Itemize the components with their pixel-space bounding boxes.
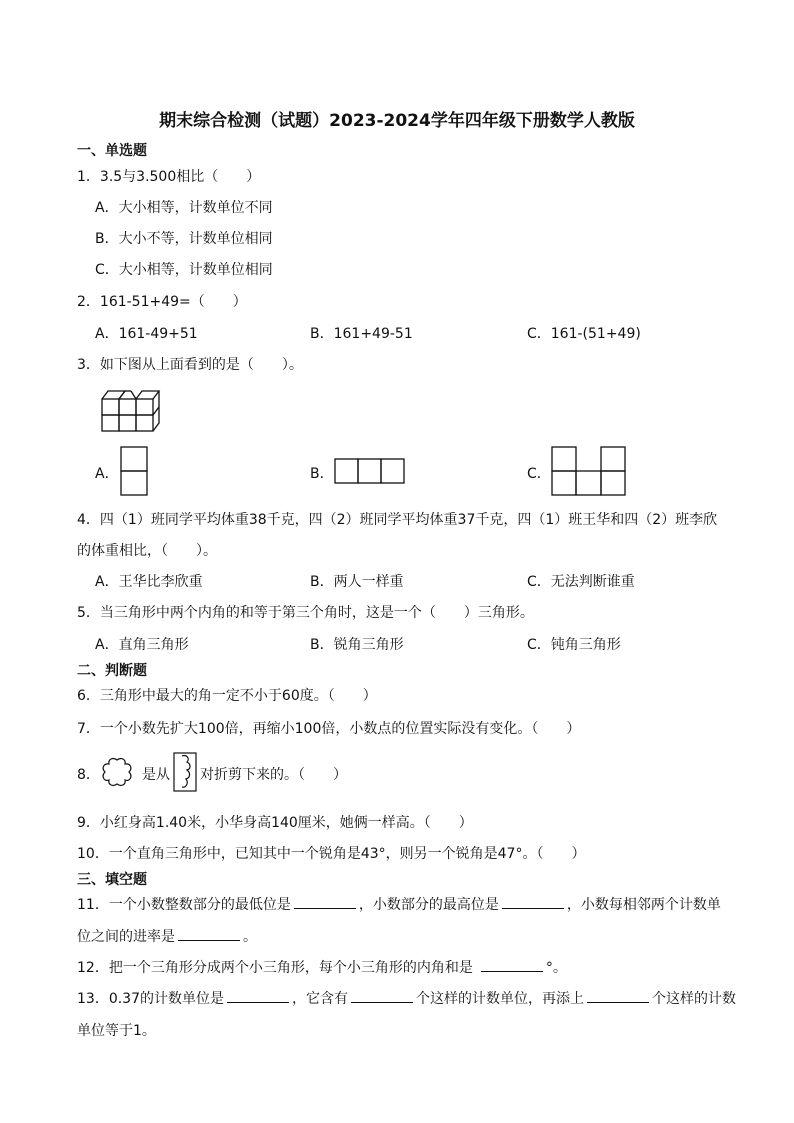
question-5-stem: 5．当三角形中两个内角的和等于第三个角时，这是一个（ ）三角形。 <box>77 605 534 621</box>
question-4-option-a[interactable]: A．王华比李欣重 <box>95 574 203 590</box>
question-8-number: 8． <box>77 767 100 783</box>
question-5-option-b[interactable]: B．锐角三角形 <box>310 637 404 653</box>
answer-blank[interactable] <box>227 990 289 1003</box>
question-4-stem-line-1: 4．四（1）班同学平均体重38千克，四（2）班同学平均体重37千克，四（1）班王华和四（2）班李欣 <box>77 512 718 528</box>
question-3-option-c[interactable]: C． <box>527 466 551 482</box>
question-6: 6．三角形中最大的角一定不小于60度。（ ） <box>77 688 377 704</box>
question-13-part-1: 13．0.37的计数单位是 <box>77 991 224 1007</box>
question-10: 10．一个直角三角形中，已知其中一个锐角是43°，则另一个锐角是47°。（ ） <box>77 846 586 862</box>
question-3-stem: 3．如下图从上面看到的是（ ）。 <box>77 357 303 373</box>
question-2-option-b[interactable]: B．161+49-51 <box>310 326 413 342</box>
section-heading-fill-in: 三、填空题 <box>77 872 147 888</box>
question-7: 7．一个小数先扩大100倍，再缩小100倍，小数点的位置实际没有变化。（ ） <box>77 721 581 737</box>
question-1-option-b[interactable]: B．大小不等，计数单位相同 <box>95 231 273 247</box>
question-5-option-c[interactable]: C．钝角三角形 <box>527 637 621 653</box>
question-11-part-2: ，小数部分的最高位是 <box>358 897 499 913</box>
question-5-option-a[interactable]: A．直角三角形 <box>95 637 189 653</box>
question-12-end: °。 <box>545 960 567 976</box>
question-11-part-1: 11．一个小数整数部分的最低位是 <box>77 897 291 913</box>
question-1-option-a[interactable]: A．大小相等，计数单位不同 <box>95 200 273 216</box>
option-a-shape-figure[interactable] <box>120 446 148 496</box>
question-2-option-c[interactable]: C．161-(51+49) <box>527 326 641 342</box>
question-8-end-text: 对折剪下来的。（ ） <box>200 767 347 783</box>
question-13-part-4: 个这样的计数 <box>652 991 736 1007</box>
answer-blank[interactable] <box>294 896 356 909</box>
question-4-option-c[interactable]: C．无法判断谁重 <box>527 574 635 590</box>
folded-paper-icon <box>172 752 198 792</box>
question-3-option-b[interactable]: B． <box>310 466 334 482</box>
cube-stack-figure <box>101 387 163 433</box>
question-11-line-2 <box>77 926 257 946</box>
question-12-text: 12．把一个三角形分成两个小三角形，每个小三角形的内角和是 <box>77 960 473 976</box>
question-1-option-c[interactable]: C．大小相等，计数单位相同 <box>95 262 273 278</box>
flower-shape-icon <box>100 756 134 788</box>
question-2-option-a[interactable]: A．161-49+51 <box>95 326 198 342</box>
question-13-part-2: ，它含有 <box>292 991 348 1007</box>
question-13-line-1 <box>77 988 736 1008</box>
answer-blank[interactable] <box>587 990 649 1003</box>
answer-blank[interactable] <box>351 990 413 1003</box>
question-3-option-a[interactable]: A． <box>95 466 119 482</box>
question-4-stem-line-2: 的体重相比，（ ）。 <box>77 543 217 559</box>
question-8-middle-text: 是从 <box>142 767 170 783</box>
question-11-part-3: ，小数每相邻两个计数单 <box>566 897 721 913</box>
page-title: 期末综合检测（试题）2023-2024学年四年级下册数学人教版 <box>159 111 635 131</box>
question-13-part-3: 个这样的计数单位，再添上 <box>416 991 584 1007</box>
question-4-option-b[interactable]: B．两人一样重 <box>310 574 404 590</box>
question-13-line-2: 单位等于1。 <box>77 1023 156 1039</box>
answer-blank[interactable] <box>502 896 564 909</box>
section-heading-true-false: 二、判断题 <box>77 663 147 679</box>
answer-blank[interactable] <box>178 928 240 941</box>
question-2-stem: 2．161-51+49=（ ） <box>77 294 247 310</box>
question-1-stem: 1．3.5与3.500相比（ ） <box>77 169 261 185</box>
answer-blank[interactable] <box>481 959 543 972</box>
question-11-line-1 <box>77 894 721 914</box>
question-11-line-2-text: 位之间的进率是 <box>77 929 175 945</box>
option-c-shape-figure[interactable] <box>551 446 627 496</box>
option-b-shape-figure[interactable] <box>334 458 406 484</box>
question-11-end: 。 <box>243 929 257 945</box>
section-heading-single-choice: 一、单选题 <box>77 143 147 159</box>
question-12 <box>77 957 567 977</box>
question-9: 9．小红身高1.40米，小华身高140厘米，她俩一样高。（ ） <box>77 815 473 831</box>
